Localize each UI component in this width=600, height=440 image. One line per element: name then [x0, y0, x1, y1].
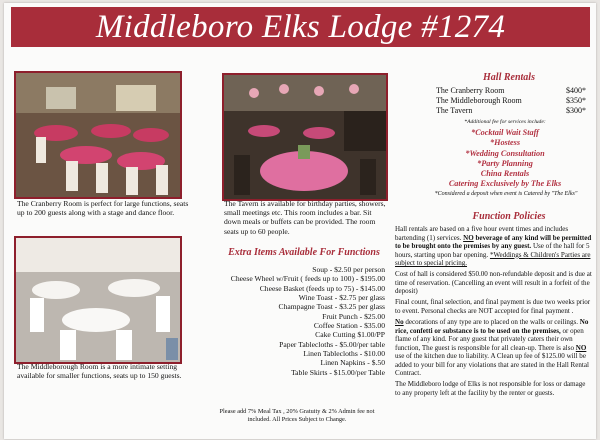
hall-rental-rates [436, 86, 586, 116]
policy-emphasis: No [395, 317, 404, 326]
policy-emphasis: NO [463, 233, 474, 242]
extra-items-list [200, 265, 385, 377]
extra-items-title: Extra Items Available For Functions [228, 247, 380, 258]
policy-text: decorations of any type are to placed on the walls or ceilings. [405, 317, 578, 326]
policy-text: or open flame of any kind. For any guest that privately caters their own function, The guest is responsible for all clean-up. There is also [395, 326, 584, 352]
policy-paragraph [395, 318, 592, 378]
policy-paragraph: Final count, final selection, and final payment is due two weeks prior to event. Personal checks are NOT accepted for final payment . [395, 298, 591, 315]
hall-rentals-title: Hall Rentals [483, 72, 535, 83]
extra-item: Cheese Wheel w/Fruit ( feeds up to 100) - $195.00 [230, 274, 385, 284]
extra-item: Wine Toast - $2.75 per glass [298, 293, 385, 303]
function-policies-title: Function Policies [472, 211, 546, 222]
policy-paragraph: Cost of hall is considered $50.00 non-refundable deposit and is due at time of reservation. (Cancelling an event will result in a forfeit of the deposit) [395, 270, 592, 296]
policy-text: use of the kitchen due to liability. A Clean up fee of $125.00 will be added to your bill for any violations that are stated in the Hall Rental Contract. [395, 352, 589, 378]
service-item: Catering Exclusively by The Elks [448, 179, 562, 189]
policy-text: Hall rentals are based on a five hour event times and includes bartending (1) services. [395, 225, 569, 242]
tavern-photo [222, 73, 388, 201]
service-item: *Hostess [489, 138, 521, 148]
extra-item: Linen Tablecloths - $10.00 [303, 349, 385, 359]
service-item: *Party Planning [477, 158, 533, 168]
services-list [414, 128, 596, 190]
service-item: China Rentals [480, 169, 530, 179]
extra-item: Champagne Toast - $3.25 per glass [278, 302, 385, 312]
extra-item: Soup - $2.50 per person [312, 265, 385, 274]
function-policies-text [395, 225, 592, 400]
policy-emphasis: NO [575, 343, 587, 352]
page-title: Middleboro Elks Lodge #1274 [11, 7, 590, 47]
room-name: The Tavern [436, 106, 473, 115]
extra-item: Fruit Punch - $25.00 [322, 311, 385, 321]
cranberry-room-caption: The Cranberry Room is perfect for large functions, seats up to 200 guests along with a stage and dance floor. [17, 199, 189, 218]
extra-item: Cheese Basket (feeds up to 75) - $145.00 [259, 283, 385, 293]
middleborough-room-caption: The Middleborough Room is a more intimate setting available for smaller functions, seats up to 150 guests. [17, 362, 182, 381]
service-item: *Wedding Consultation [465, 148, 545, 158]
policy-bold-text: beverage of any kind will be permitted to be brought onto the premises by any guest. [395, 233, 592, 251]
room-name: The Cranberry Room [436, 86, 505, 95]
extra-item: Table Skirts - $15.00/per Table [291, 367, 385, 377]
middleborough-room-photo [14, 236, 182, 364]
policy-text: Use of the hall for 5 hours, starting upon bar opening. [395, 242, 590, 259]
extra-item: Coffee Station - $35.00 [313, 321, 385, 331]
cranberry-room-photo [14, 71, 182, 199]
policy-paragraph: The Middleboro lodge of Elks is not responsible for loss or damage to any property left at the facility by the renter or guests. [395, 380, 586, 397]
policy-bold-text: No rice, confetti or substance is to be used on the premises, [395, 317, 589, 335]
room-name: The Middleborough Room [436, 96, 522, 105]
tax-fine-print: Please add 7% Meal Tax , 20% Gratuity & 2% Admin fee not included. All Prices Subject to Change. [219, 408, 375, 423]
extra-item: Linen Napkins - $.50 [320, 358, 385, 368]
tavern-caption: The Tavern is available for birthday parties, showers, small meetings etc. This room includes a bar. Sit down meals or buffets can be provided. The room seats up to 60 people. [224, 199, 386, 236]
policy-paragraph [395, 225, 592, 268]
additional-fee-note: *Additional fee for services include: [464, 119, 546, 125]
room-price: $400* [566, 86, 586, 95]
service-item: *Cocktail Wait Staff [471, 128, 539, 137]
policy-underlined-text: *Weddings & Children's Parties are subject to special pricing. [395, 250, 591, 268]
room-price: $300* [566, 106, 586, 115]
rate-row [436, 96, 586, 106]
flyer-page [4, 3, 596, 439]
room-price: $350* [566, 96, 586, 105]
extra-item: Paper Tablecloths - $5.00/per table [279, 339, 385, 349]
extra-item: Cake Cutting $1.00/PP [315, 330, 385, 340]
deposit-note: *Considered a deposit when event is Catered by "The Elks" [434, 191, 578, 197]
rate-row [436, 106, 586, 116]
rate-row [436, 86, 586, 96]
